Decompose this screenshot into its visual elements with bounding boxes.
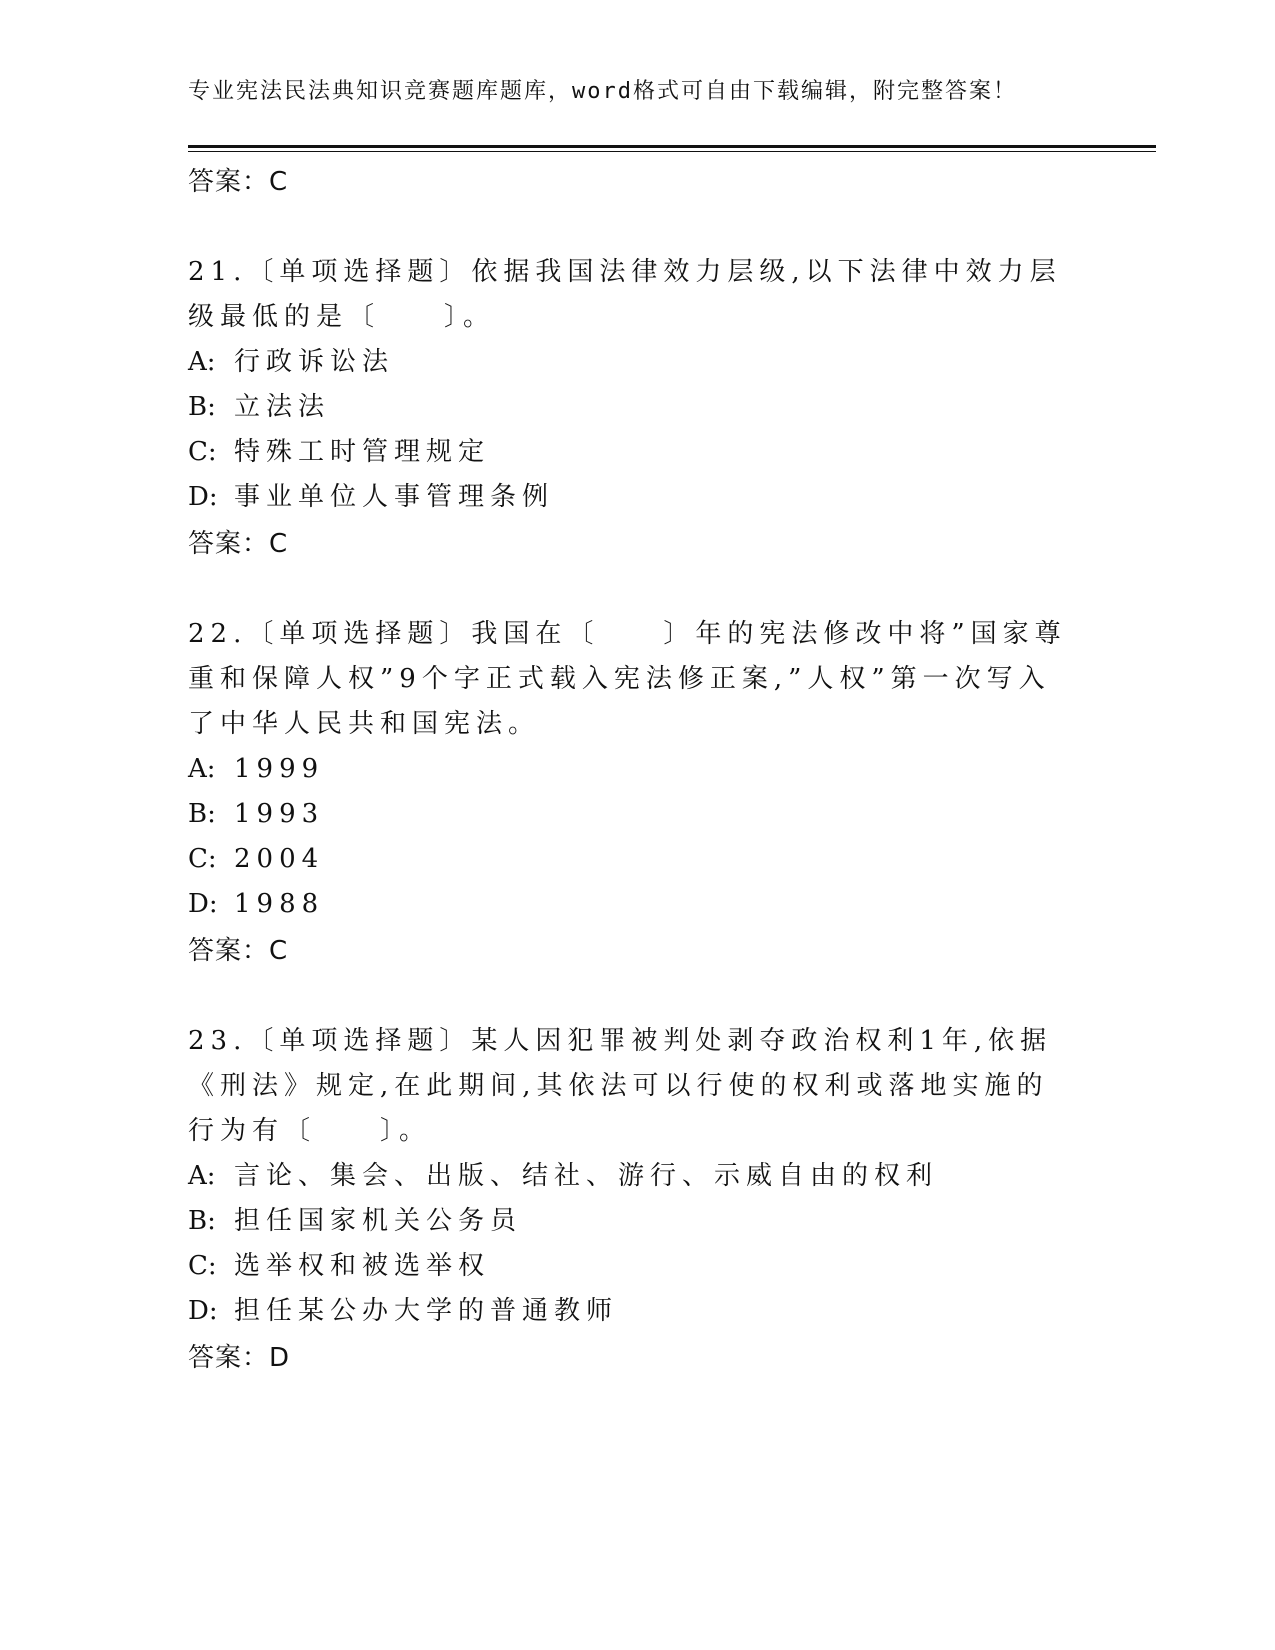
option-key: D: xyxy=(188,1296,218,1326)
document-body xyxy=(188,158,1088,1382)
page-header: 专业宪法民法典知识竞赛题库题库，word格式可自由下载编辑，附完整答案！ xyxy=(188,79,1017,104)
question-21 xyxy=(188,250,1088,568)
question-23 xyxy=(188,1019,1088,1382)
option-key: B: xyxy=(188,799,216,829)
question-answer: 答案：C xyxy=(188,936,289,966)
option-text: 行政诉讼法 xyxy=(234,347,395,377)
option-b xyxy=(188,1199,1088,1244)
previous-answer: 答案：C xyxy=(188,167,289,197)
option-key: C: xyxy=(188,844,217,874)
header-divider-thick xyxy=(188,145,1156,148)
option-text: 选举权和被选举权 xyxy=(234,1251,491,1281)
option-b xyxy=(188,792,1088,837)
option-key: B: xyxy=(188,1206,216,1236)
option-text: 1993 xyxy=(234,799,325,829)
option-key: D: xyxy=(188,482,218,512)
option-text: 1988 xyxy=(234,889,325,919)
question-22 xyxy=(188,612,1088,975)
option-key: C: xyxy=(188,437,217,467)
option-key: A: xyxy=(188,1161,216,1191)
option-c xyxy=(188,837,1088,882)
option-key: B: xyxy=(188,392,216,422)
option-a xyxy=(188,340,1088,385)
option-d xyxy=(188,882,1088,927)
option-text: 特殊工时管理规定 xyxy=(234,437,491,467)
option-text: 1999 xyxy=(234,754,325,784)
question-stem: 22.〔单项选择题〕我国在〔 〕年的宪法修改中将”国家尊重和保障人权”9个字正式载入宪法修正案,”人权”第一次写入了中华人民共和国宪法。 xyxy=(188,619,1067,739)
question-stem: 21.〔单项选择题〕依据我国法律效力层级,以下法律中效力层级最低的是〔 〕。 xyxy=(188,257,1062,332)
option-a xyxy=(188,747,1088,792)
question-answer: 答案：C xyxy=(188,529,289,559)
option-text: 言论、集会、出版、结社、游行、示威自由的权利 xyxy=(234,1161,939,1191)
option-key: D: xyxy=(188,889,218,919)
option-text: 2004 xyxy=(234,844,325,874)
option-b xyxy=(188,385,1088,430)
option-c xyxy=(188,430,1088,475)
question-answer: 答案：D xyxy=(188,1343,291,1373)
option-key: A: xyxy=(188,754,216,784)
option-d xyxy=(188,475,1088,520)
option-a xyxy=(188,1154,1088,1199)
option-key: C: xyxy=(188,1251,217,1281)
option-d xyxy=(188,1289,1088,1334)
question-stem: 23.〔单项选择题〕某人因犯罪被判处剥夺政治权利1年,依据《刑法》规定,在此期间,其依法可以行使的权利或落地实施的行为有〔 〕。 xyxy=(188,1026,1053,1146)
header-divider-thin xyxy=(188,151,1156,152)
option-text: 事业单位人事管理条例 xyxy=(234,482,555,512)
option-text: 担任国家机关公务员 xyxy=(234,1206,523,1236)
option-key: A: xyxy=(188,347,216,377)
option-c xyxy=(188,1244,1088,1289)
option-text: 立法法 xyxy=(234,392,331,422)
option-text: 担任某公办大学的普通教师 xyxy=(234,1296,619,1326)
